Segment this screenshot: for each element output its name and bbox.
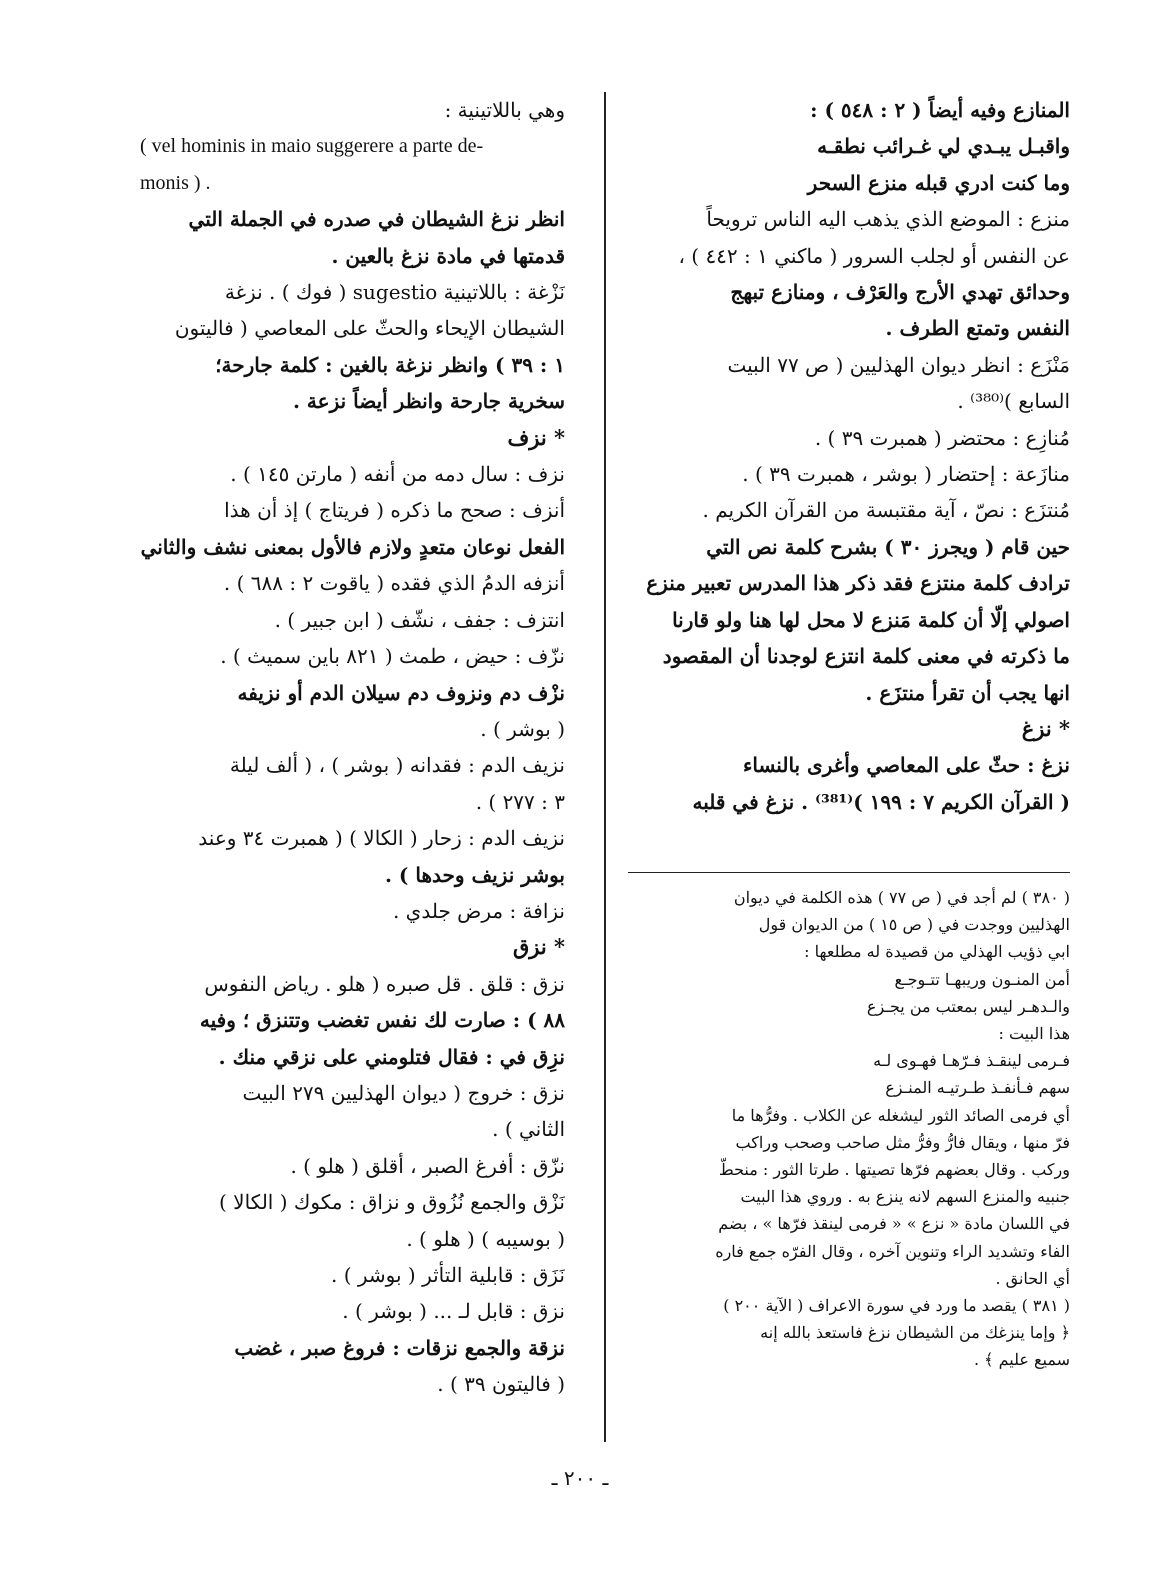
text-line: نزقة والجمع نزقات : فروغ صبر ، غضب xyxy=(234,1335,565,1360)
text-line: هذا البيت : xyxy=(998,1024,1070,1044)
text-line: مُنازِع : محتضر ( همبرت ٣٩ ) . xyxy=(814,425,1070,450)
text-line: انتزف : جفف ، نشّف ( ابن جبير ) . xyxy=(274,607,565,632)
text-line: * نزق xyxy=(512,934,565,960)
right-column xyxy=(628,92,1070,820)
text-line: ١ : ٣٩ ) وانظر نزغة بالغين : كلمة جارحة؛ xyxy=(215,352,565,377)
text-line: ( بوسيبه ) ( هلو ) . xyxy=(406,1226,565,1251)
text-line: ﴿ وإما ينزغك من الشيطان نزغ فاستعذ بالله إنه xyxy=(760,1323,1070,1343)
text-line: وحدائق تهدي الأرج والعَرْف ، ومنازع تبهج xyxy=(730,280,1070,305)
text-line: فرّ منها ، ويقال فارُّ وفرُّ مثل صاحب وصحب وراكب xyxy=(735,1132,1070,1152)
footnotes xyxy=(628,884,1070,1374)
text-line: المنازع وفيه أيضاً ( ٢ : ٥٤٨ ) : xyxy=(810,98,1070,122)
text-line: الهذليين ووجدت في ( ص ١٥ ) من الديوان قول xyxy=(758,915,1070,935)
text-line: أنزفه الدمُ الذي فقده ( ياقوت ٢ : ٦٨٨ ) . xyxy=(223,571,565,596)
text-line: نزق : قابل لـ ... ( بوشر ) . xyxy=(342,1299,565,1324)
text-line: أنزف : صحح ما ذكره ( فريتاج ) إذ أن هذا xyxy=(224,498,565,523)
text-line: نزافة : مرض جلدي . xyxy=(392,898,565,923)
text-line: نَزَق : قابلية التأثر ( بوشر ) . xyxy=(331,1263,565,1287)
text-line: أمن المنـون وريبهـا تتـوجـع xyxy=(894,969,1070,989)
text-line: فـرمى لينقـذ فـرّهـا فهـوى لـه xyxy=(873,1051,1070,1071)
text-line: نزّق : أفرغ الصبر ، أقلق ( هلو ) . xyxy=(290,1153,565,1178)
text-line: وهي باللاتينية : xyxy=(444,98,565,122)
left-column xyxy=(140,92,565,1403)
text-line: انظر نزغ الشيطان في صدره في الجملة التي xyxy=(188,207,565,232)
text-line: ٨٨ ) : صارت لك نفس تغضب وتتنزق ؛ وفيه xyxy=(199,1008,565,1033)
page-number: ـ ٢٠٠ ـ xyxy=(551,1466,609,1490)
text-line: النفس وتمتع الطرف . xyxy=(885,316,1070,341)
text-line: نزِق في : فقال فتلومني على نزقي منك . xyxy=(218,1044,565,1069)
text-line: نَزْغة : باللاتينية sugestio ( فوك ) . نزغة xyxy=(224,280,565,305)
text-line: الثاني ) . xyxy=(492,1117,565,1142)
text-line: مَنْزَع : انظر ديوان الهذليين ( ص ٧٧ البيت xyxy=(727,352,1070,377)
text-line: * نزغ xyxy=(1021,715,1070,741)
text-line: نزّف : حيض ، طمث ( ٨٢١ باين سميث ) . xyxy=(220,644,565,669)
text-line: نزق : خروج ( ديوان الهذليين ٢٧٩ البيت xyxy=(242,1080,565,1105)
text-line: واقبـل يبـدي لي غـرائب نطقـه xyxy=(817,134,1070,159)
text-line: ( فاليتون ٣٩ ) . xyxy=(437,1372,565,1397)
text-line: الفاء وتشديد الراء وتنوين آخره ، وقال الفرّه جمع فاره xyxy=(715,1241,1070,1261)
text-line: * نزف xyxy=(507,424,565,450)
text-line: ما ذكرته في معنى كلمة انتزع لوجدنا أن المقصود xyxy=(662,644,1070,669)
text-line: monis ) . xyxy=(140,171,211,194)
column-divider xyxy=(604,92,606,1442)
text-line: وما كنت ادري قبله منزع السحر xyxy=(807,170,1070,195)
text-line: نزف : سال دمه من أنفه ( مارتن ١٤٥ ) . xyxy=(230,462,565,487)
text-line: جنبيه والمنزع السهم لانه ينزع به . وروي هذا البيت xyxy=(740,1187,1070,1207)
text-line: حين قام ( ويجرز ٣٠ ) بشرح كلمة نص التي xyxy=(706,534,1070,559)
text-line: الشيطان الإيحاء والحثّ على المعاصي ( فاليتون xyxy=(174,316,565,341)
text-line: قدمتها في مادة نزغ بالعين . xyxy=(331,243,565,268)
text-line: نزيف الدم : فقدانه ( بوشر ) ، ( ألف ليلة xyxy=(229,753,565,778)
text-line: والـدهـر ليس بمعتب من يجـزع xyxy=(866,996,1070,1016)
text-line: اصولي إلّا أن كلمة مَنزع لا محل لها هنا ولو قارنا xyxy=(672,607,1070,632)
text-line: نزغ : حثّ على المعاصي وأغرى بالنساء xyxy=(742,753,1070,778)
text-line: الفعل نوعان متعدٍ ولازم فالأول بمعنى نشف والثاني xyxy=(140,534,565,559)
text-line: ترادف كلمة منتزع فقد ذكر هذا المدرس تعبير منزع xyxy=(646,571,1070,596)
text-line: السابع )⁽³⁸⁰⁾ . xyxy=(957,389,1070,414)
text-line: نَزْق والجمع نُزُوق و نزاق : مكوك ( الكالا ) xyxy=(219,1190,565,1215)
text-line: نزيف الدم : زحار ( الكالا ) ( همبرت ٣٤ وعند xyxy=(198,826,565,851)
text-line: أي فرمى الصائد الثور ليشغله عن الكلاب . وفرُّها ما xyxy=(731,1105,1070,1125)
text-line: ( ٣٨٠ ) لم أجد في ( ص ٧٧ ) هذه الكلمة في ديوان xyxy=(733,888,1070,907)
footnote-separator xyxy=(628,872,1070,873)
text-line: سميع عليم ﴾ . xyxy=(973,1350,1070,1370)
text-line: سهم فـأنفـذ طـرتيـه المنـزع xyxy=(885,1078,1070,1098)
text-line: وركب . وقال بعضهم فرّها تصيتها . طرتا الثور : منحطّ xyxy=(718,1160,1070,1180)
text-line: في اللسان مادة « نزع » « فرمى لينقذ فرّها » ، بضم xyxy=(718,1214,1070,1234)
text-line: ( القرآن الكريم ٧ : ١٩٩ )⁽³⁸¹⁾ . نزغ في قلبه xyxy=(692,789,1070,814)
text-line: نزْف دم ونزوف دم سيلان الدم أو نزيفه xyxy=(237,680,565,705)
text-line: منازَعة : إحتضار ( بوشر ، همبرت ٣٩ ) . xyxy=(742,462,1070,487)
text-line: سخرية جارحة وانظر أيضاً نزعة . xyxy=(292,389,565,414)
text-line: ( بوشر ) . xyxy=(480,716,565,741)
text-line: ( vel hominis in maio suggerere a parte de- xyxy=(140,135,484,158)
text-line: منزع : الموضع الذي يذهب اليه الناس ترويحاً xyxy=(706,207,1070,232)
text-line: أي الحانق . xyxy=(995,1268,1070,1288)
text-line: عن النفس أو لجلب السرور ( ماكني ١ : ٤٤٢ ) ، xyxy=(678,243,1070,268)
text-line: ابي ذؤيب الهذلي من قصيدة له مطلعها : xyxy=(804,942,1070,962)
text-line: انها يجب أن تقرأ منتزَع . xyxy=(865,680,1070,705)
text-line: ( ٣٨١ ) يقصد ما ورد في سورة الاعراف ( الآية ٢٠٠ ) xyxy=(723,1296,1070,1316)
text-line: مُنتزَع : نصّ ، آية مقتبسة من القرآن الكريم . xyxy=(702,498,1070,523)
text-line: بوشر نزيف وحدها ) . xyxy=(385,862,565,887)
text-line: ٣ : ٢٧٧ ) . xyxy=(475,789,565,814)
text-line: نزق : قلق . قل صبره ( هلو . رياض النفوس xyxy=(204,971,565,996)
